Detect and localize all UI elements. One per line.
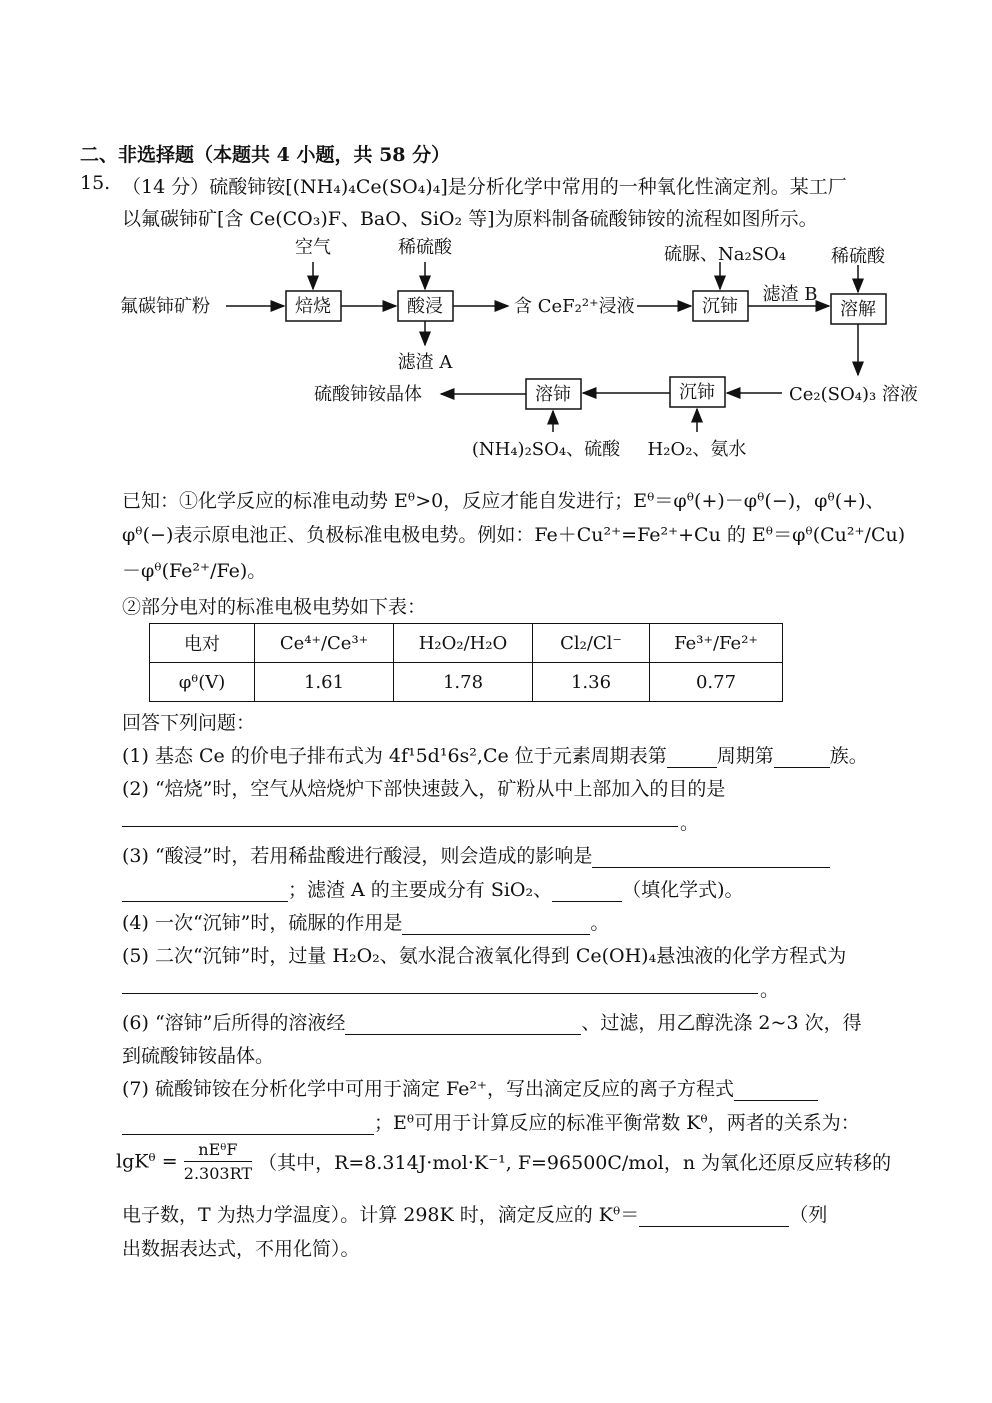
formula-denominator: 2.303RT (183, 1164, 253, 1183)
q7-line5: 出数据表达式，不用化简）。 (122, 1238, 360, 1260)
table-header-cell: 电对 (150, 624, 255, 663)
q2-end: 。 (680, 812, 700, 834)
known-line4: ②部分电对的标准电极电势如下表： (122, 596, 427, 618)
flow-dilute-acid-2: 稀硫酸 (831, 246, 885, 267)
q7-text-e: （列 (789, 1204, 828, 1226)
q4-blank[interactable] (402, 916, 590, 935)
q5-end: 。 (760, 979, 780, 1001)
table-header-cell: H₂O₂/H₂O (394, 624, 533, 663)
q4-end: 。 (590, 912, 610, 934)
flow-leachate: 含 CeF₂²⁺浸液 (514, 296, 635, 317)
table-row (150, 624, 783, 663)
flow-reagents-1: 硫脲、Na₂SO₄ (663, 244, 787, 265)
q4-line (122, 908, 609, 935)
q6-text-a: (6) “溶铈”后所得的溶液经 (122, 1012, 346, 1034)
q7-blank-equation-cont[interactable] (122, 1116, 374, 1135)
q6-blank[interactable] (345, 1016, 581, 1035)
flow-ce-solution: Ce₂(SO₄)₃ 溶液 (789, 384, 918, 405)
table-cell: φᶿ(V) (150, 663, 255, 702)
formula-numerator: nEᶿF (184, 1140, 252, 1162)
formula-lhs: lgKᶿ = (116, 1150, 178, 1173)
section-title: 二、非选择题（本题共 4 小题，共 58 分） (80, 144, 451, 166)
flow-start: 氟碳铈矿粉 (120, 296, 210, 317)
question-number: 15. (80, 172, 111, 194)
flow-precip-1-label: 沉铈 (702, 296, 738, 317)
table-row (150, 663, 783, 702)
q3-text-a: (3) “酸浸”时，若用稀盐酸进行酸浸，则会造成的影响是 (122, 845, 593, 867)
flow-roast-label: 焙烧 (295, 296, 331, 317)
q7-text-a: (7) 硫酸铈铵在分析化学中可用于滴定 Fe²⁺，写出滴定反应的离子方程式 (122, 1078, 735, 1100)
known-line1: 已知：①化学反应的标准电动势 Eᶿ>0，反应才能自发进行；Eᶿ＝φᶿ(+)－φᶿ(−)，φᶿ(+)、 (122, 490, 885, 512)
question-intro-line2: 以氟碳铈矿[含 Ce(CO₃)F、BaO、SiO₂ 等]为原料制备硫酸铈铵的流程如图所示。 (122, 208, 818, 230)
table-header-cell: Ce⁴⁺/Ce³⁺ (255, 624, 394, 663)
q1-blank-period[interactable] (667, 749, 717, 768)
q1-text-a: (1) 基态 Ce 的价电子排布式为 4f¹5d¹6s²,Ce 位于元素周期表第 (122, 745, 667, 767)
q5-text: (5) 二次“沉铈”时，过量 H₂O₂、氨水混合液氧化得到 Ce(OH)₄悬浊液的化学方程式为 (122, 945, 847, 967)
flow-residue-b: 滤渣 B (762, 284, 818, 305)
q3-blank-formula[interactable] (552, 883, 622, 902)
q7-formula-line (116, 1140, 891, 1183)
q3-blank-effect[interactable] (592, 849, 830, 868)
flow-acid-leach-label: 酸浸 (407, 296, 443, 317)
flow-reagents-3: (NH₄)₂SO₄、硫酸 (471, 439, 621, 460)
flow-precip-2-label: 沉铈 (679, 382, 715, 403)
q7-blank-equation[interactable] (734, 1082, 818, 1101)
question-intro-line1: （14 分）硫酸铈铵[(NH₄)₄Ce(SO₄)₄]是分析化学中常用的一种氧化性滴定剂。某工厂 (122, 176, 847, 198)
q3-text-b: ；滤渣 A 的主要成分有 SiO₂、 (288, 879, 553, 901)
q7-text-b: ；Eᶿ可用于计算反应的标准平衡常数 Kᶿ，两者的关系为： (374, 1112, 860, 1134)
q6-text-b: 、过滤，用乙醇洗涤 2~3 次，得 (581, 1012, 862, 1034)
process-flow-diagram (0, 0, 992, 470)
q6-line2: 到硫酸铈铵晶体。 (122, 1045, 275, 1067)
q2-text: (2) “焙烧”时，空气从焙烧炉下部快速鼓入，矿粉从中上部加入的目的是 (122, 778, 726, 800)
flow-residue-a: 滤渣 A (397, 352, 453, 373)
table-cell: 1.36 (533, 663, 650, 702)
q3-text-c: （填化学式)。 (622, 879, 744, 901)
formula-fraction (184, 1140, 252, 1183)
q3-line2 (122, 875, 744, 902)
flow-air: 空气 (295, 237, 331, 258)
flow-dilute-acid-1: 稀硫酸 (398, 237, 452, 258)
q1-line (122, 741, 868, 768)
q3-line1 (122, 841, 830, 868)
q5-answer-line[interactable] (122, 993, 758, 994)
table-header-cell: Cl₂/Cl⁻ (533, 624, 650, 663)
q3-blank-effect-cont[interactable] (122, 883, 288, 902)
q7-blank-k[interactable] (639, 1208, 789, 1227)
electrode-potential-table (149, 623, 783, 702)
q7-text-c: （其中，R=8.314J·mol·K⁻¹, F=96500C/mol，n 为氧化还原反应转移的 (258, 1152, 892, 1174)
flow-product: 硫酸铈铵晶体 (314, 384, 422, 405)
q7-line1 (122, 1074, 818, 1101)
table-cell: 1.78 (394, 663, 533, 702)
table-cell: 1.61 (255, 663, 394, 702)
table-cell: 0.77 (650, 663, 783, 702)
known-line2: φᶿ(−)表示原电池正、负极标准电极电势。例如：Fe＋Cu²⁺=Fe²⁺+Cu 的 Eᶿ＝φᶿ(Cu²⁺/Cu) (122, 524, 906, 546)
table-header-cell: Fe³⁺/Fe²⁺ (650, 624, 783, 663)
q1-text-c: 族。 (829, 745, 868, 767)
q6-line1 (122, 1008, 862, 1035)
q1-text-b: 周期第 (716, 745, 774, 767)
flow-reagents-2: H₂O₂、氨水 (647, 439, 747, 460)
q1-blank-group[interactable] (774, 749, 830, 768)
flow-dissolve-ce-label: 溶铈 (535, 384, 571, 405)
q7-text-d: 电子数，T 为热力学温度）。计算 298K 时，滴定反应的 Kᶿ＝ (122, 1204, 640, 1226)
flow-dissolve-label: 溶解 (840, 299, 876, 320)
answer-prompt: 回答下列问题： (122, 712, 256, 734)
q7-line4 (122, 1200, 827, 1227)
q7-line2 (122, 1108, 860, 1135)
q4-text: (4) 一次“沉铈”时，硫脲的作用是 (122, 912, 403, 934)
q2-answer-line[interactable] (122, 826, 678, 827)
known-line3: －φᶿ(Fe²⁺/Fe)。 (122, 560, 267, 582)
